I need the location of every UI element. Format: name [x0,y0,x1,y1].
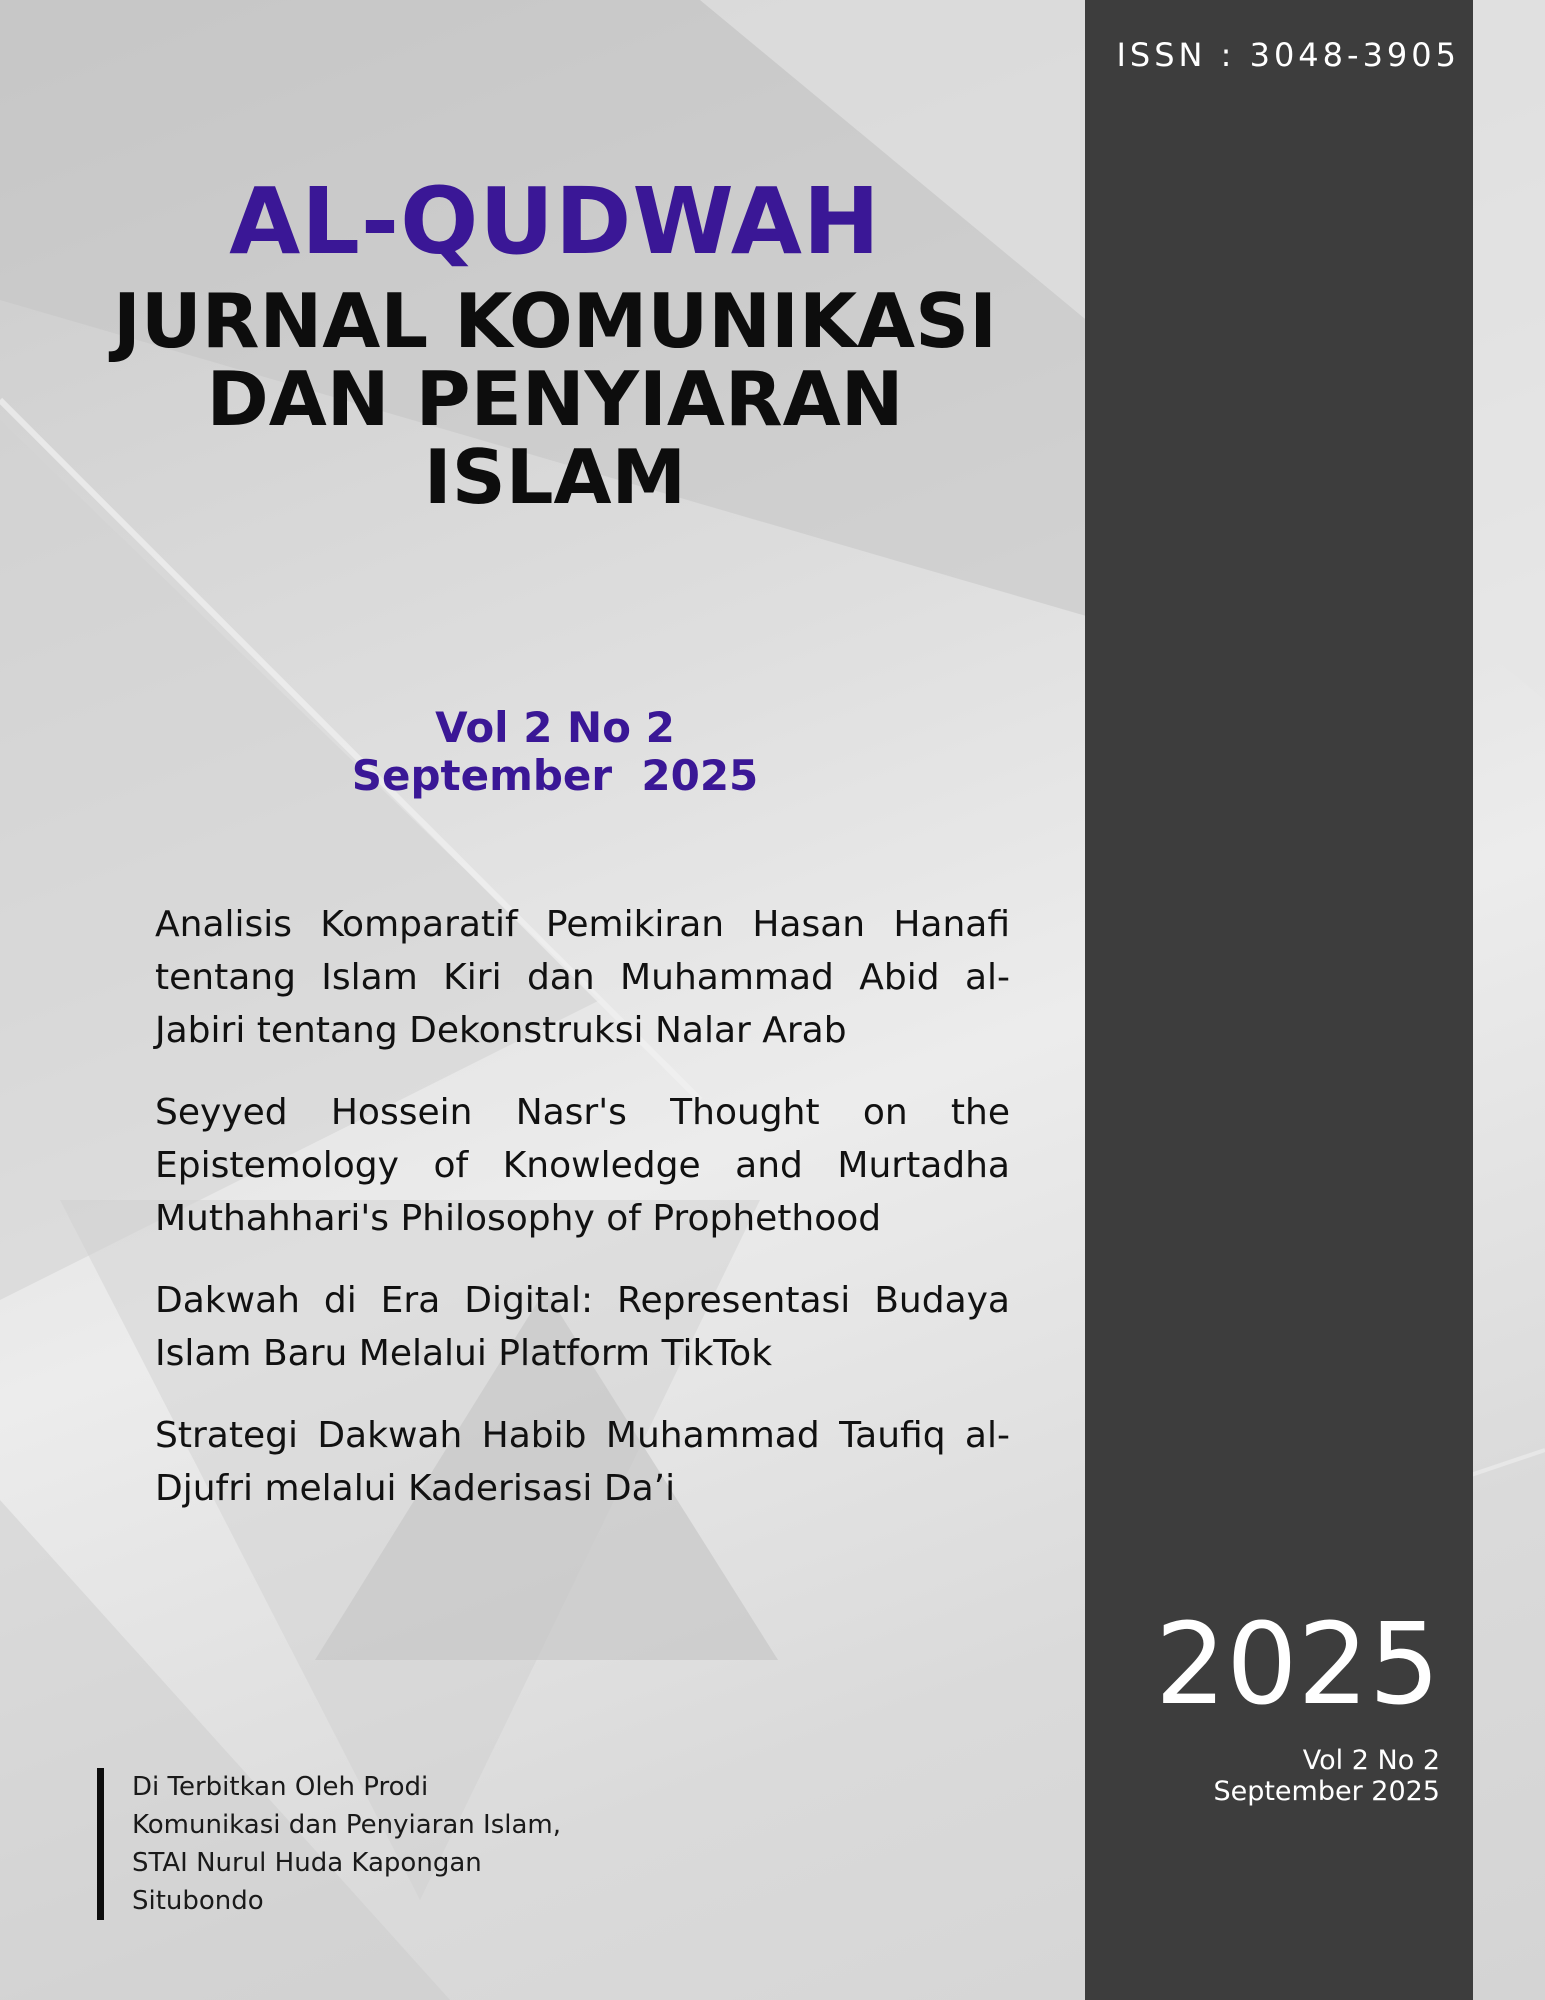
spine-issue-info [1085,1745,1440,1807]
subtitle-line: JURNAL KOMUNIKASI [112,277,998,365]
spine-volume: Vol 2 No 2 [1302,1745,1440,1776]
publisher-line: STAI Nurul Huda Kapongan [132,1848,482,1878]
issn-number: ISSN : 3048-3905 [1116,36,1460,74]
issue-date: September 2025 [351,751,759,800]
article-title: Seyyed Hossein Nasr's Thought on the Epistemology of Knowledge and Murtadha Muthahhari's Philosophy of Prophethood [155,1092,1010,1239]
article-title: Dakwah di Era Digital: Representasi Budaya Islam Baru Melalui Platform TikTok [155,1280,1010,1374]
issue-info [0,704,1110,800]
spine-year: 2025 [1154,1600,1440,1730]
article-list [155,898,1010,1544]
publisher-line: Situbondo [132,1886,264,1916]
publisher-line: Komunikasi dan Penyiaran Islam, [132,1810,562,1840]
journal-title: AL-QUDWAH [229,168,881,275]
journal-subtitle [40,277,1070,521]
spine-date: September 2025 [1213,1776,1440,1807]
issue-volume: Vol 2 No 2 [435,703,675,752]
publisher-info [97,1768,652,1920]
subtitle-line: DAN PENYIARAN [206,355,904,443]
article-title: Strategi Dakwah Habib Muhammad Taufiq al-Djufri melalui Kaderisasi Da’i [155,1415,1010,1509]
subtitle-line: ISLAM [423,433,687,521]
publisher-line: Di Terbitkan Oleh Prodi [132,1772,429,1802]
article-title: Analisis Komparatif Pemikiran Hasan Hanafi tentang Islam Kiri dan Muhammad Abid al-Jabiri tentang Dekonstruksi Nalar Arab [155,904,1010,1051]
